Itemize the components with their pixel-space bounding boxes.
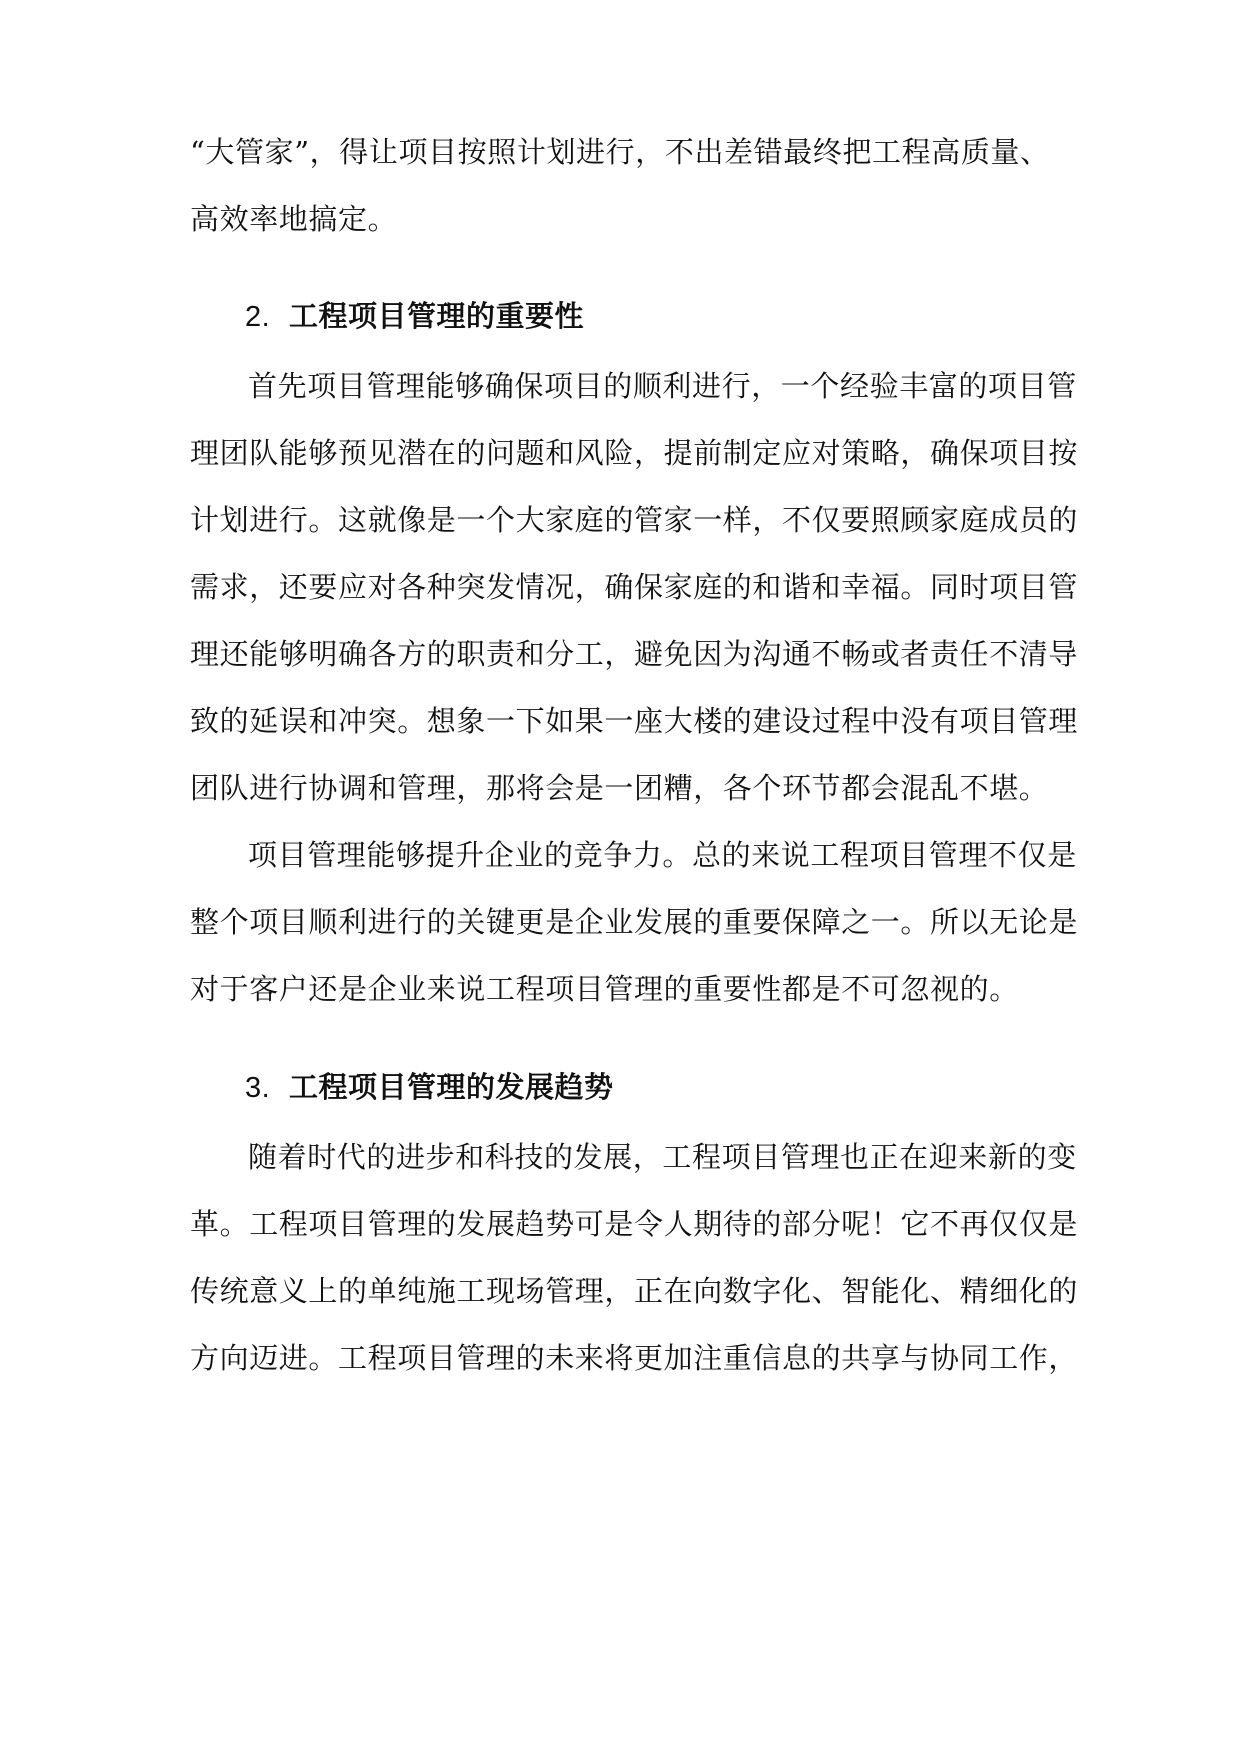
- section-3-number: 3.: [245, 1072, 271, 1104]
- section-3-p1-line-1: 随着时代的进步和科技的发展，工程项目管理也正在迎来新的变: [248, 1140, 1077, 1174]
- section-2-p1-line-3: 计划进行。这就像是一个大家庭的管家一样，不仅要照顾家庭成员的: [190, 503, 1079, 537]
- section-2-p1-line-5: 理还能够明确各方的职责和分工，避免因为沟通不畅或者责任不清导: [190, 637, 1079, 671]
- section-3-p1-line-3: 传统意义上的单纯施工现场管理，正在向数字化、智能化、精细化的: [190, 1274, 1079, 1308]
- section-2-title: 工程项目管理的重要性: [289, 299, 585, 333]
- section-3-heading: [245, 1067, 614, 1108]
- intro-line-2: 高效率地搞定。: [190, 202, 398, 236]
- section-2-p1-line-1: 首先项目管理能够确保项目的顺利进行，一个经验丰富的项目管: [248, 369, 1077, 403]
- section-3-p1-line-4: 方向迈进。工程项目管理的未来将更加注重信息的共享与协同工作，: [190, 1341, 1079, 1375]
- section-2-p1-line-6: 致的延误和冲突。想象一下如果一座大楼的建设过程中没有项目管理: [190, 704, 1079, 738]
- section-2-p2-line-2: 整个项目顺利进行的关键更是企业发展的重要保障之一。所以无论是: [190, 905, 1079, 939]
- section-3-p1-line-2: 革。工程项目管理的发展趋势可是令人期待的部分呢！它不再仅仅是: [190, 1207, 1079, 1241]
- section-2-p1-line-2: 理团队能够预见潜在的问题和风险，提前制定应对策略，确保项目按: [190, 436, 1079, 470]
- section-2-p1-line-4: 需求，还要应对各种突发情况，确保家庭的和谐和幸福。同时项目管: [190, 570, 1079, 604]
- section-2-p1-line-7: 团队进行协调和管理，那将会是一团糟，各个环节都会混乱不堪。: [190, 771, 1049, 805]
- section-2-p2-line-1: 项目管理能够提升企业的竞争力。总的来说工程项目管理不仅是: [248, 838, 1077, 872]
- section-2-number: 2.: [245, 301, 271, 333]
- section-2-heading: [245, 296, 584, 337]
- intro-line-1: “大管家”，得让项目按照计划进行，不出差错最终把工程高质量、: [190, 135, 1050, 169]
- section-3-title: 工程项目管理的发展趋势: [289, 1070, 614, 1104]
- section-2-p2-line-3: 对于客户还是企业来说工程项目管理的重要性都是不可忽视的。: [190, 972, 1019, 1006]
